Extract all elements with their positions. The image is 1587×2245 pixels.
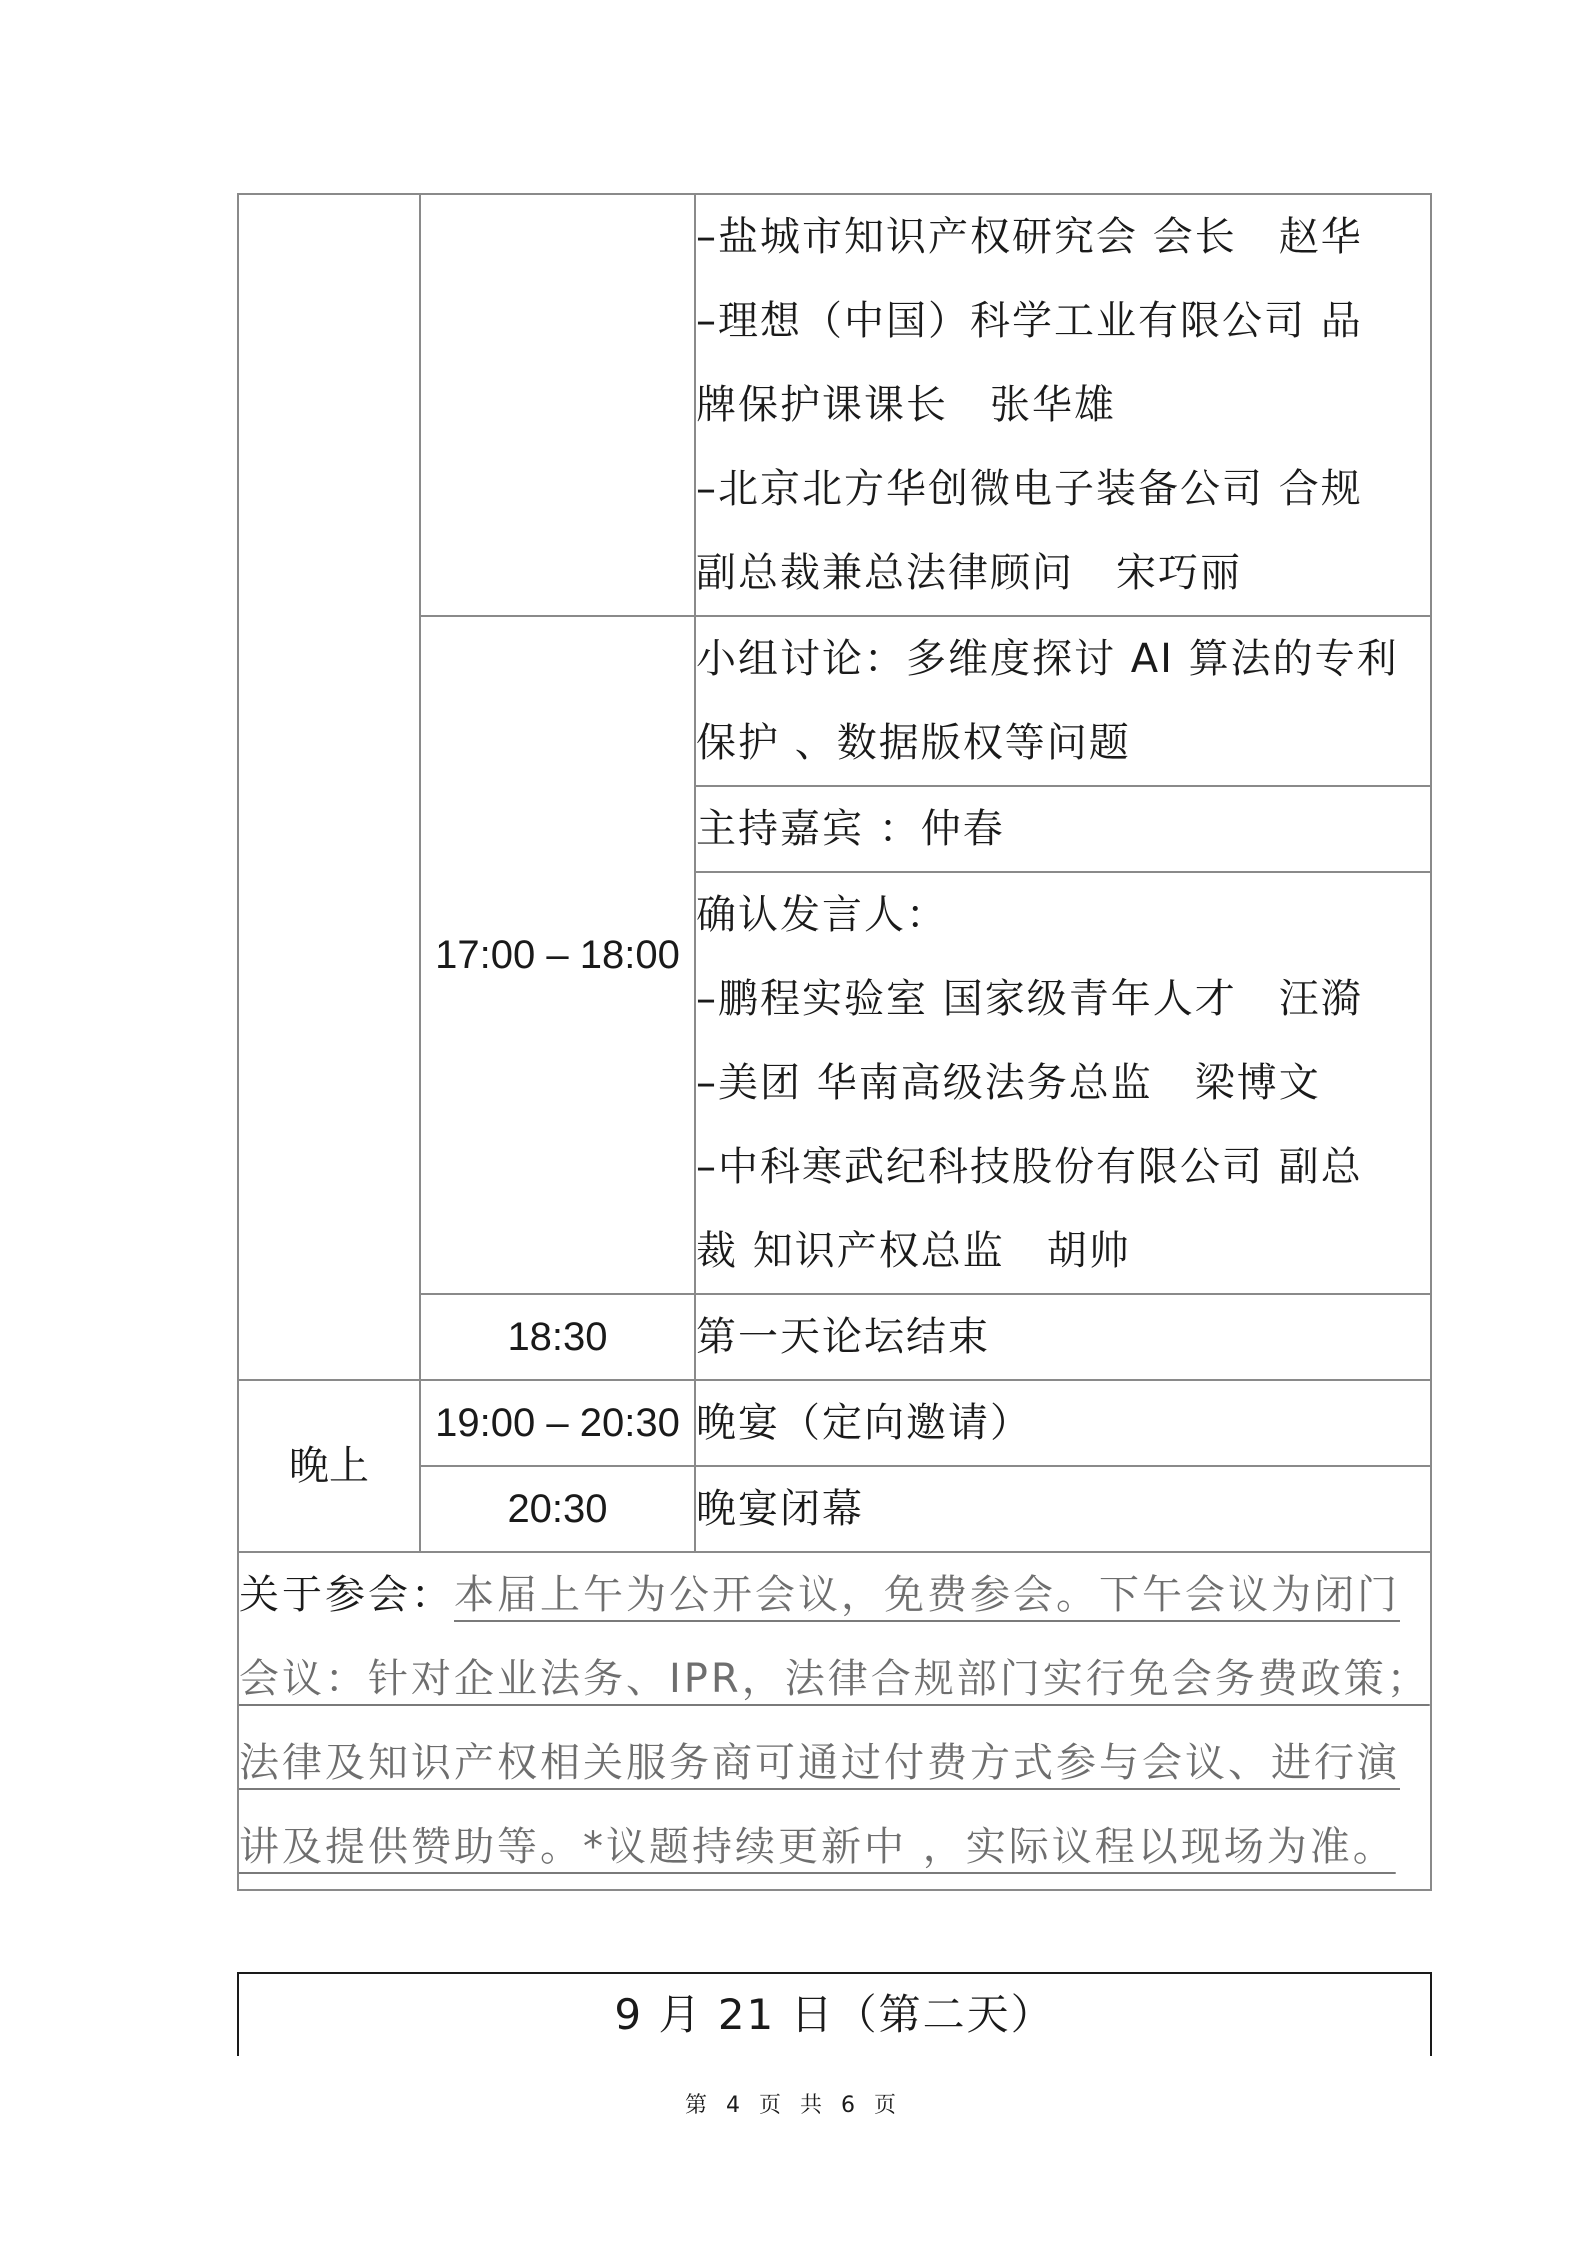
speaker-line: 裁 知识产权总监 胡帅: [696, 1228, 1131, 1274]
table-row: [238, 1380, 1431, 1466]
speaker-line: –北京北方华创微电子装备公司 合规: [696, 466, 1363, 512]
note-line: 讲及提供赞助等。*议题持续更新中 ，实际议程以现场为准。: [239, 1824, 1396, 1870]
speaker-line: 副总裁兼总法律顾问 宋巧丽: [696, 550, 1242, 596]
page-number: 第 4 页 共 6 页: [685, 2093, 902, 2118]
topic-cell: [695, 616, 1431, 786]
speaker-line: –盐城市知识产权研究会 会长 赵华: [696, 214, 1363, 260]
note-line: 会议：针对企业法务、IPR，法律合规部门实行免会务费政策；: [239, 1656, 1430, 1702]
time-cell: 18:30: [420, 1294, 695, 1380]
period-cell-evening: 晚上: [238, 1380, 420, 1552]
time-cell: 17:00 – 18:00: [420, 616, 695, 1294]
period-cell-afternoon: [238, 194, 420, 1380]
speaker-line: –理想（中国）科学工业有限公司 品: [696, 298, 1363, 344]
time-cell: 19:00 – 20:30: [420, 1380, 695, 1466]
agenda-table: [237, 193, 1432, 1891]
speaker-line: –中科寒武纪科技股份有限公司 副总: [696, 1144, 1363, 1190]
content-cell: 晚宴（定向邀请）: [695, 1380, 1431, 1466]
topic-line: 保护 、数据版权等问题: [696, 720, 1131, 766]
content-cell: 第一天论坛结束: [695, 1294, 1431, 1380]
note-text: 本届上午为公开会议，免费参会。下午会议为闭门: [454, 1572, 1400, 1618]
content-cell: 晚宴闭幕: [695, 1466, 1431, 1552]
host-cell: 主持嘉宾 ：仲春: [695, 786, 1431, 872]
table-row: [238, 1552, 1431, 1890]
note-line: [239, 1553, 1430, 1637]
speaker-line: 牌保护课课长 张华雄: [696, 382, 1116, 428]
table-row: [238, 194, 1431, 616]
speakers-cell: [695, 872, 1431, 1294]
speaker-line: –鹏程实验室 国家级青年人才 汪漪: [696, 976, 1363, 1022]
day2-header: 9 月 21 日（第二天）: [237, 1972, 1432, 2056]
note-prefix: 关于参会：: [239, 1572, 454, 1618]
time-cell: [420, 194, 695, 616]
speaker-line: –美团 华南高级法务总监 梁博文: [696, 1060, 1321, 1106]
topic-line: 小组讨论：多维度探讨 AI 算法的专利: [696, 636, 1399, 682]
speakers-cell: [695, 194, 1431, 616]
time-cell: 20:30: [420, 1466, 695, 1552]
speaker-line: 确认发言人：: [696, 892, 948, 938]
attendance-note: [238, 1552, 1431, 1890]
note-line: 法律及知识产权相关服务商可通过付费方式参与会议、进行演: [239, 1740, 1400, 1786]
